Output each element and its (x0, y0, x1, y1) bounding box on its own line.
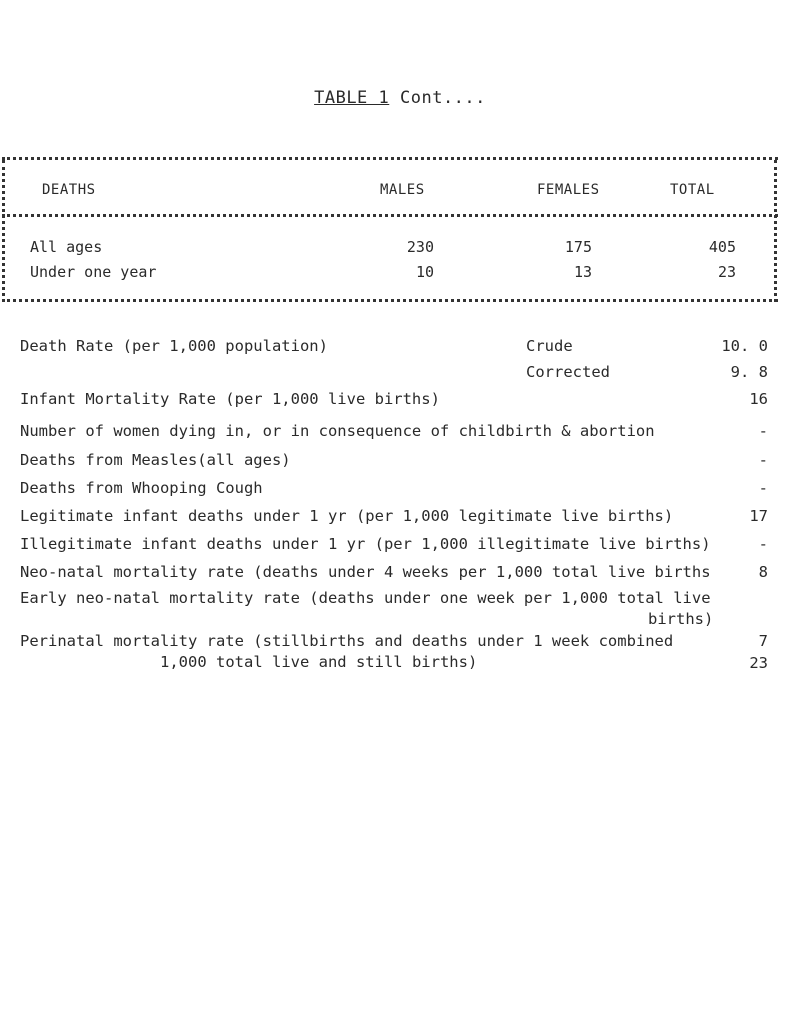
row-total: 405 (708, 238, 736, 256)
row-females: 175 (564, 238, 592, 256)
crude-value: 10. 0 (721, 337, 768, 355)
corrected-label: Corrected (526, 363, 610, 381)
rate-line-value: - (758, 535, 768, 553)
corrected-value: 9. 8 (730, 363, 768, 381)
header-males: MALES (380, 182, 425, 198)
rate-line-text: Deaths from Whooping Cough (20, 479, 263, 497)
perinatal-value: 23 (749, 654, 768, 672)
row-females: 13 (573, 263, 592, 281)
rate-line-value: 17 (749, 507, 768, 525)
rate-line-text: Number of women dying in, or in consequence of childbirth & abortion (20, 422, 655, 440)
perinatal-line1: Perinatal mortality rate (stillbirths and deaths under 1 week combined (20, 632, 674, 650)
rate-line-text: Deaths from Measles(all ages) (20, 451, 291, 469)
header-deaths: DEATHS (42, 182, 96, 198)
row-label: Under one year (30, 263, 157, 281)
table-header-divider (2, 214, 778, 217)
death-rate-label: Death Rate (per 1,000 population) (20, 337, 328, 355)
header-females: FEMALES (537, 182, 600, 198)
row-males: 230 (406, 238, 434, 256)
row-label: All ages (30, 238, 103, 256)
rate-line-text: Legitimate infant deaths under 1 yr (per 1,000 legitimate live births) (20, 507, 674, 525)
early-neonatal-line1: Early neo-natal mortality rate (deaths under one week per 1,000 total live (20, 589, 711, 607)
table-bottom-border (2, 299, 778, 302)
early-neonatal-value: 7 (758, 632, 768, 650)
row-males: 10 (415, 263, 434, 281)
rate-line-text: Infant Mortality Rate (per 1,000 live births) (20, 390, 440, 408)
rate-line-text: Neo-natal mortality rate (deaths under 4 weeks per 1,000 total live births (20, 563, 711, 581)
rate-line-value: - (758, 451, 768, 469)
header-total: TOTAL (670, 182, 715, 198)
page-title (0, 88, 800, 108)
rate-line-text: Illegitimate infant deaths under 1 yr (per 1,000 illegitimate live births) (20, 535, 711, 553)
rate-line-value: - (758, 479, 768, 497)
table-top-border (2, 157, 778, 160)
rate-line-value: - (758, 422, 768, 440)
early-neonatal-line2: births) (648, 610, 714, 628)
crude-label: Crude (526, 337, 573, 355)
row-total: 23 (717, 263, 736, 281)
perinatal-line2: 1,000 total live and still births) (160, 653, 478, 671)
title-prefix: TABLE 1 (314, 88, 390, 108)
rate-line-value: 8 (758, 563, 768, 581)
table-left-border (2, 160, 5, 302)
table-right-border (774, 160, 777, 302)
rate-line-value: 16 (749, 390, 768, 408)
title-suffix: Cont.... (389, 88, 486, 108)
